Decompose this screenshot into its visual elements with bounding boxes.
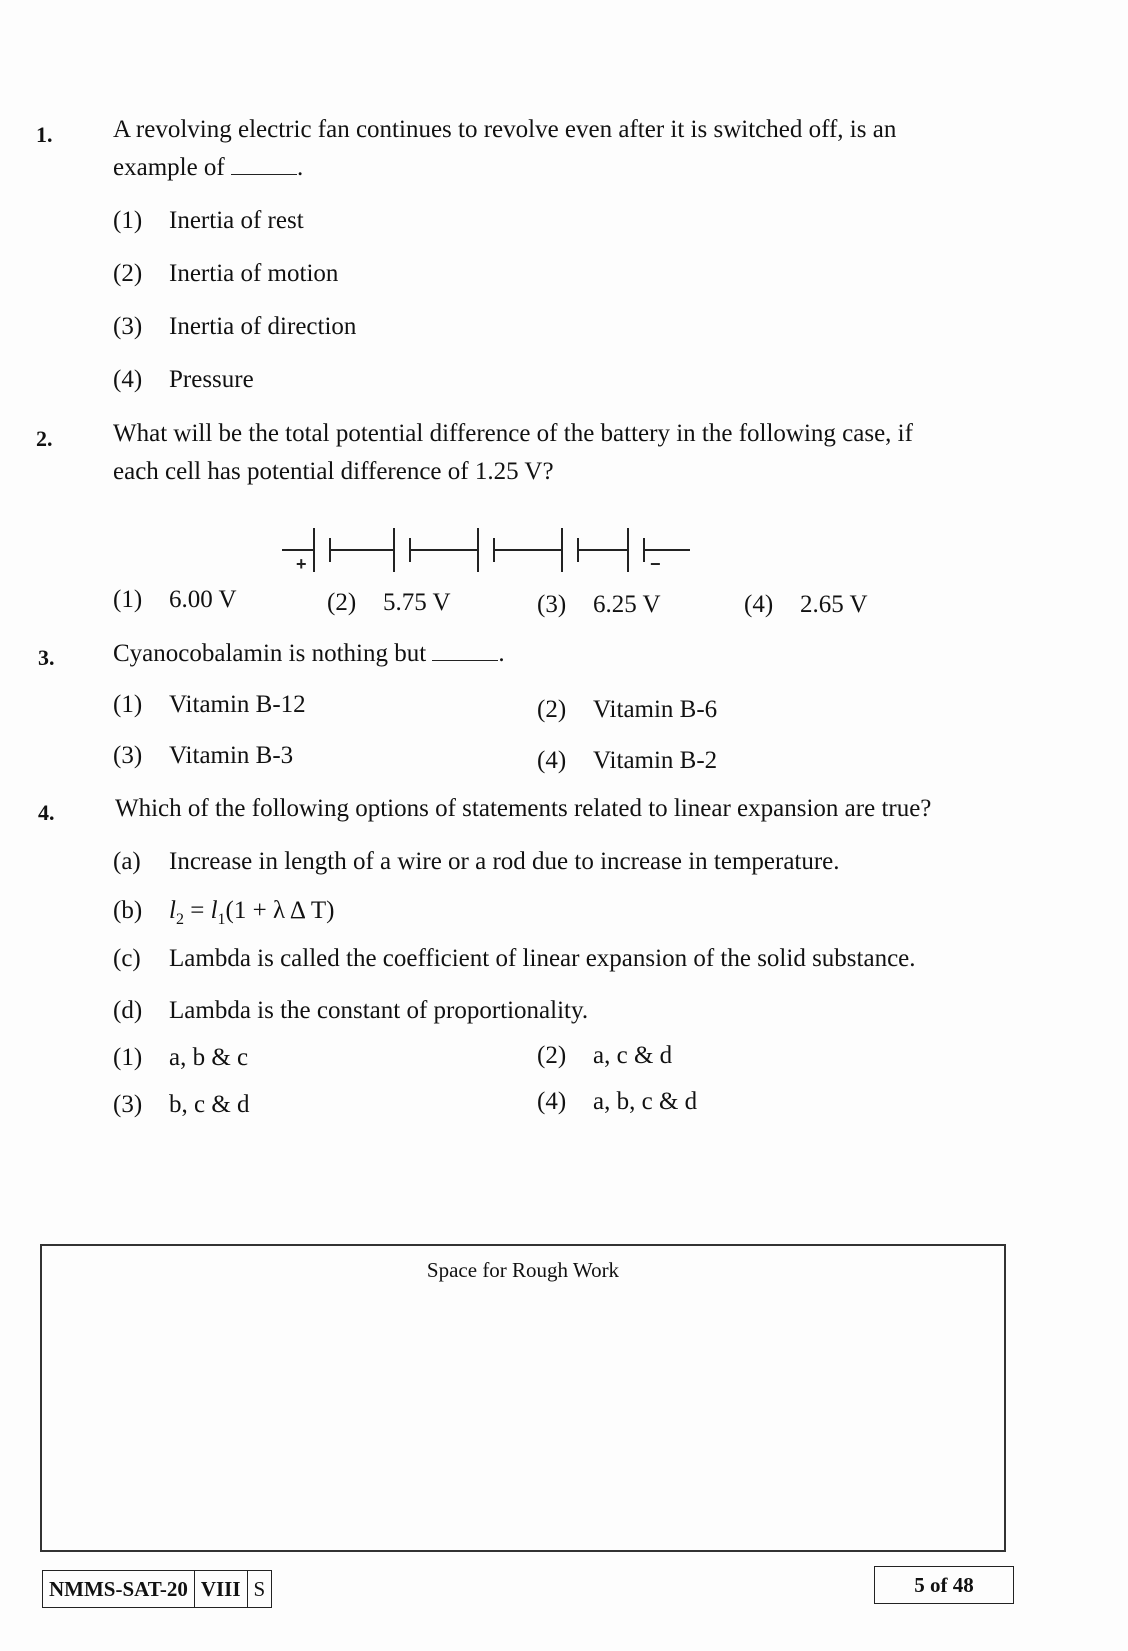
option-text: a, b, c & d	[593, 1088, 698, 1115]
q4-statement-d	[113, 997, 588, 1025]
option-text: Inertia of rest	[169, 207, 304, 234]
question-1-prefix: example of	[113, 154, 225, 181]
battery-circuit-diagram	[282, 520, 712, 580]
option-label: (2)	[537, 1042, 567, 1069]
formula-sub-1: 1	[217, 911, 226, 928]
q1-option-1[interactable]	[113, 207, 304, 235]
negative-terminal-label: −	[650, 554, 661, 574]
q1-option-4[interactable]	[113, 366, 254, 394]
option-label: (1)	[113, 586, 143, 613]
rough-work-box	[40, 1244, 1006, 1552]
statement-text: Increase in length of a wire or a rod due to increase in temperature.	[169, 848, 840, 875]
q3-option-3[interactable]	[113, 742, 293, 770]
option-label: (1)	[113, 691, 143, 718]
q4-option-2[interactable]	[537, 1042, 672, 1070]
q2-option-2[interactable]	[327, 589, 451, 617]
q3-option-2[interactable]	[537, 696, 717, 724]
option-text: Vitamin B-3	[169, 742, 294, 769]
option-text: Inertia of motion	[169, 260, 339, 287]
exam-set: S	[253, 1576, 266, 1601]
option-label: (2)	[537, 696, 567, 723]
option-text: b, c & d	[169, 1091, 250, 1118]
option-label: (3)	[113, 1091, 143, 1118]
formula-l1: l	[210, 897, 218, 924]
page-number: 5 of 48	[874, 1566, 1014, 1604]
answer-blank	[231, 156, 297, 175]
option-label: (4)	[113, 366, 143, 393]
q2-option-4[interactable]	[744, 591, 868, 619]
option-text: Pressure	[169, 366, 254, 393]
question-1-text-line1: A revolving electric fan continues to revolve even after it is switched off, is an	[113, 116, 897, 143]
q1-option-3[interactable]	[113, 313, 356, 341]
question-1-number: 1.	[36, 122, 53, 147]
q4-option-4[interactable]	[537, 1088, 697, 1116]
option-label: (1)	[113, 207, 143, 234]
option-text: 5.75 V	[383, 589, 451, 616]
q3-option-4[interactable]	[537, 747, 717, 775]
option-text: 2.65 V	[800, 591, 868, 618]
q4-option-3[interactable]	[113, 1091, 250, 1119]
q1-option-2[interactable]	[113, 260, 338, 288]
q4-statement-a	[113, 848, 840, 876]
option-text: a, b & c	[169, 1044, 249, 1071]
question-4-number: 4.	[38, 800, 55, 825]
option-text: Vitamin B-2	[593, 747, 718, 774]
option-label: (2)	[327, 589, 357, 616]
option-text: Vitamin B-12	[169, 691, 306, 718]
question-1-suffix: .	[297, 154, 304, 181]
statement-text: Lambda is called the coefficient of linear expansion of the solid substance.	[169, 945, 916, 972]
option-text: 6.00 V	[169, 586, 237, 613]
option-label: (3)	[537, 591, 567, 618]
formula-l2: l	[169, 897, 176, 924]
q2-option-1[interactable]	[113, 586, 237, 614]
question-2-text-line2: each cell has potential difference of 1.25 V?	[113, 458, 554, 485]
rough-work-title: Space for Rough Work	[426, 1258, 620, 1282]
q4-statement-b	[113, 897, 334, 929]
question-1-text-line2	[113, 154, 303, 182]
positive-terminal-label: +	[296, 554, 307, 574]
option-label: (3)	[113, 313, 143, 340]
option-text: a, c & d	[593, 1042, 673, 1069]
formula-sub-2: 2	[175, 911, 184, 928]
statement-label: (b)	[113, 897, 143, 924]
q4-option-1[interactable]	[113, 1044, 248, 1072]
question-2-text-line1: What will be the total potential difference of the battery in the following case, if	[113, 420, 913, 447]
statement-label: (d)	[113, 997, 143, 1024]
option-label: (4)	[537, 1088, 567, 1115]
option-label: (3)	[113, 742, 143, 769]
question-2-number: 2.	[36, 426, 53, 451]
q3-option-1[interactable]	[113, 691, 306, 719]
option-label: (1)	[113, 1044, 143, 1071]
option-text: Inertia of direction	[169, 313, 357, 340]
answer-blank	[432, 642, 498, 661]
q2-option-3[interactable]	[537, 591, 661, 619]
question-3-prefix: Cyanocobalamin is nothing but	[113, 640, 427, 667]
question-3-suffix: .	[498, 640, 505, 667]
statement-label: (c)	[113, 945, 141, 972]
question-3-text	[113, 640, 505, 668]
option-label: (4)	[744, 591, 774, 618]
option-text: Vitamin B-6	[593, 696, 718, 723]
option-label: (4)	[537, 747, 567, 774]
statement-label: (a)	[113, 848, 141, 875]
question-3-number: 3.	[38, 645, 55, 670]
exam-class: VIII	[195, 1571, 248, 1607]
question-4-text: Which of the following options of statements related to linear expansion are true?	[115, 795, 932, 822]
statement-text: Lambda is the constant of proportionality.	[169, 997, 589, 1024]
formula-rest: (1 + λ Δ T)	[225, 897, 335, 924]
formula-equals: =	[190, 897, 205, 924]
exam-name: NMMS-SAT-20	[43, 1571, 195, 1607]
q4-statement-c	[113, 945, 916, 973]
option-text: 6.25 V	[593, 591, 661, 618]
linear-expansion-formula	[169, 897, 335, 928]
option-label: (2)	[113, 260, 143, 287]
exam-code-box	[42, 1570, 272, 1608]
